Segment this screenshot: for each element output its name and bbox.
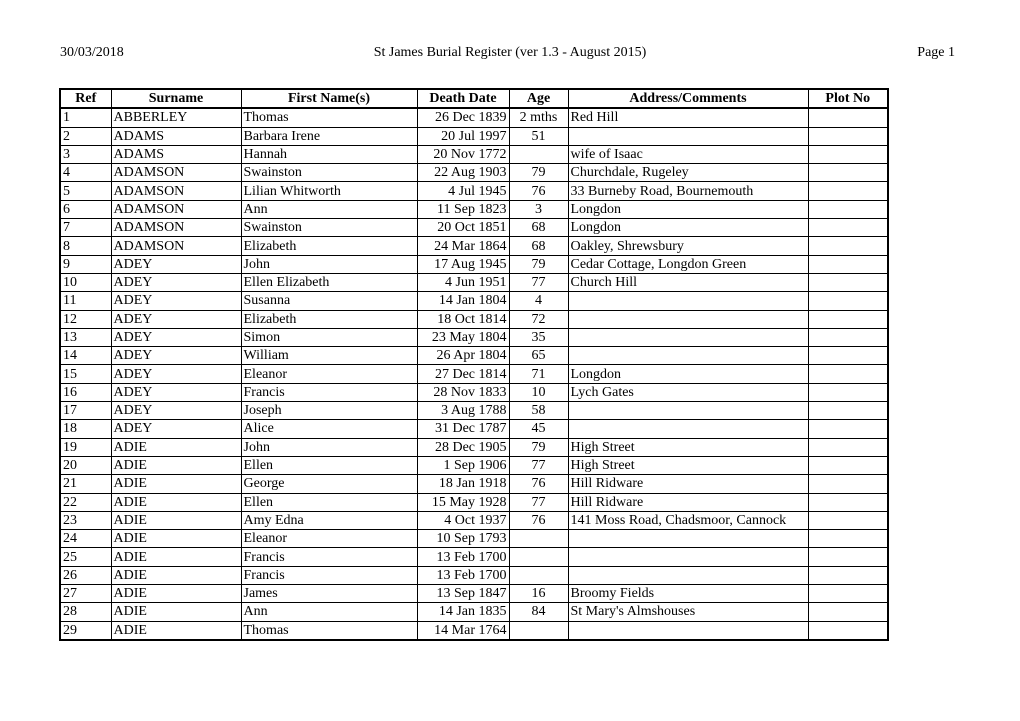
cell-surname: ADEY	[111, 310, 241, 328]
cell-death-date: 13 Feb 1700	[417, 548, 509, 566]
cell-plot	[808, 530, 888, 548]
table-row	[60, 621, 888, 640]
cell-surname: ADAMSON	[111, 164, 241, 182]
cell-ref: 13	[60, 328, 111, 346]
cell-plot	[808, 511, 888, 529]
cell-plot	[808, 456, 888, 474]
cell-ref: 9	[60, 255, 111, 273]
cell-death-date: 3 Aug 1788	[417, 402, 509, 420]
cell-ref: 4	[60, 164, 111, 182]
cell-first-names: Joseph	[241, 402, 417, 420]
cell-ref: 24	[60, 530, 111, 548]
cell-plot	[808, 585, 888, 603]
cell-death-date: 1 Sep 1906	[417, 456, 509, 474]
cell-first-names: Ellen	[241, 493, 417, 511]
cell-plot	[808, 219, 888, 237]
cell-death-date: 10 Sep 1793	[417, 530, 509, 548]
cell-ref: 27	[60, 585, 111, 603]
cell-first-names: Ann	[241, 200, 417, 218]
cell-death-date: 23 May 1804	[417, 328, 509, 346]
cell-death-date: 22 Aug 1903	[417, 164, 509, 182]
cell-plot	[808, 310, 888, 328]
cell-ref: 6	[60, 200, 111, 218]
col-header-plot: Plot No	[808, 89, 888, 108]
cell-ref: 20	[60, 456, 111, 474]
cell-plot	[808, 328, 888, 346]
cell-age: 65	[509, 347, 568, 365]
cell-surname: ADIE	[111, 530, 241, 548]
cell-age	[509, 548, 568, 566]
cell-plot	[808, 438, 888, 456]
cell-address	[568, 530, 808, 548]
cell-first-names: Ellen Elizabeth	[241, 273, 417, 291]
cell-address	[568, 566, 808, 584]
cell-age: 76	[509, 475, 568, 493]
burial-register-table	[59, 88, 889, 641]
cell-first-names: John	[241, 438, 417, 456]
cell-first-names: Eleanor	[241, 365, 417, 383]
col-header-first-names: First Name(s)	[241, 89, 417, 108]
cell-ref: 16	[60, 383, 111, 401]
cell-address: Longdon	[568, 200, 808, 218]
cell-plot	[808, 127, 888, 145]
cell-address: Longdon	[568, 365, 808, 383]
cell-address: 141 Moss Road, Chadsmoor, Cannock	[568, 511, 808, 529]
cell-surname: ADIE	[111, 603, 241, 621]
cell-surname: ADEY	[111, 365, 241, 383]
cell-plot	[808, 402, 888, 420]
document-title: St James Burial Register (ver 1.3 - August 2015)	[373, 45, 647, 60]
cell-address: 33 Burneby Road, Bournemouth	[568, 182, 808, 200]
cell-first-names: Amy Edna	[241, 511, 417, 529]
cell-age: 45	[509, 420, 568, 438]
cell-age: 68	[509, 219, 568, 237]
cell-death-date: 28 Dec 1905	[417, 438, 509, 456]
cell-address	[568, 292, 808, 310]
cell-surname: ADEY	[111, 402, 241, 420]
cell-death-date: 26 Apr 1804	[417, 347, 509, 365]
cell-plot	[808, 237, 888, 255]
table-row	[60, 273, 888, 291]
cell-plot	[808, 273, 888, 291]
cell-ref: 7	[60, 219, 111, 237]
cell-first-names: Simon	[241, 328, 417, 346]
cell-address	[568, 420, 808, 438]
cell-death-date: 20 Nov 1772	[417, 145, 509, 163]
cell-ref: 17	[60, 402, 111, 420]
cell-age: 76	[509, 182, 568, 200]
col-header-death-date: Death Date	[417, 89, 509, 108]
cell-age	[509, 530, 568, 548]
cell-address: Broomy Fields	[568, 585, 808, 603]
cell-plot	[808, 493, 888, 511]
cell-first-names: Alice	[241, 420, 417, 438]
cell-age: 58	[509, 402, 568, 420]
cell-surname: ADAMS	[111, 127, 241, 145]
cell-death-date: 14 Jan 1835	[417, 603, 509, 621]
cell-first-names: Thomas	[241, 108, 417, 127]
cell-age: 79	[509, 255, 568, 273]
table-row	[60, 108, 888, 127]
cell-surname: ADIE	[111, 566, 241, 584]
cell-first-names: Thomas	[241, 621, 417, 640]
cell-address	[568, 548, 808, 566]
cell-death-date: 4 Oct 1937	[417, 511, 509, 529]
cell-death-date: 26 Dec 1839	[417, 108, 509, 127]
table-row	[60, 603, 888, 621]
cell-death-date: 17 Aug 1945	[417, 255, 509, 273]
table-row	[60, 219, 888, 237]
cell-address: Oakley, Shrewsbury	[568, 237, 808, 255]
table-row	[60, 566, 888, 584]
cell-age: 72	[509, 310, 568, 328]
cell-plot	[808, 292, 888, 310]
cell-first-names: Elizabeth	[241, 237, 417, 255]
cell-ref: 14	[60, 347, 111, 365]
cell-surname: ADAMS	[111, 145, 241, 163]
cell-address: Red Hill	[568, 108, 808, 127]
cell-first-names: Susanna	[241, 292, 417, 310]
cell-surname: ADIE	[111, 475, 241, 493]
cell-death-date: 11 Sep 1823	[417, 200, 509, 218]
col-header-surname: Surname	[111, 89, 241, 108]
cell-plot	[808, 383, 888, 401]
cell-death-date: 27 Dec 1814	[417, 365, 509, 383]
cell-address: Church Hill	[568, 273, 808, 291]
table-row	[60, 456, 888, 474]
cell-surname: ADIE	[111, 438, 241, 456]
table-row	[60, 347, 888, 365]
cell-address	[568, 328, 808, 346]
cell-ref: 21	[60, 475, 111, 493]
table-row	[60, 310, 888, 328]
cell-ref: 23	[60, 511, 111, 529]
cell-ref: 28	[60, 603, 111, 621]
cell-surname: ADEY	[111, 292, 241, 310]
table-row	[60, 164, 888, 182]
cell-death-date: 20 Oct 1851	[417, 219, 509, 237]
cell-ref: 10	[60, 273, 111, 291]
cell-plot	[808, 200, 888, 218]
cell-death-date: 13 Feb 1700	[417, 566, 509, 584]
cell-age: 4	[509, 292, 568, 310]
cell-death-date: 18 Jan 1918	[417, 475, 509, 493]
cell-first-names: Hannah	[241, 145, 417, 163]
cell-ref: 11	[60, 292, 111, 310]
cell-death-date: 24 Mar 1864	[417, 237, 509, 255]
cell-age: 77	[509, 456, 568, 474]
cell-address: Hill Ridware	[568, 475, 808, 493]
table-row	[60, 420, 888, 438]
cell-address: Lych Gates	[568, 383, 808, 401]
cell-age: 16	[509, 585, 568, 603]
cell-address	[568, 402, 808, 420]
cell-surname: ADIE	[111, 456, 241, 474]
cell-address	[568, 621, 808, 640]
cell-age	[509, 566, 568, 584]
cell-age: 2 mths	[509, 108, 568, 127]
cell-death-date: 18 Oct 1814	[417, 310, 509, 328]
cell-address: High Street	[568, 438, 808, 456]
col-header-age: Age	[509, 89, 568, 108]
cell-age	[509, 145, 568, 163]
table-row	[60, 548, 888, 566]
cell-first-names: William	[241, 347, 417, 365]
cell-plot	[808, 603, 888, 621]
print-date: 30/03/2018	[60, 45, 124, 60]
table-row	[60, 402, 888, 420]
cell-plot	[808, 365, 888, 383]
cell-surname: ADEY	[111, 328, 241, 346]
table-row	[60, 530, 888, 548]
cell-death-date: 28 Nov 1833	[417, 383, 509, 401]
cell-age: 35	[509, 328, 568, 346]
cell-death-date: 4 Jun 1951	[417, 273, 509, 291]
cell-address	[568, 347, 808, 365]
cell-ref: 12	[60, 310, 111, 328]
cell-surname: ADAMSON	[111, 200, 241, 218]
cell-surname: ADIE	[111, 493, 241, 511]
cell-plot	[808, 145, 888, 163]
cell-death-date: 13 Sep 1847	[417, 585, 509, 603]
cell-ref: 29	[60, 621, 111, 640]
cell-first-names: Lilian Whitworth	[241, 182, 417, 200]
table-row	[60, 200, 888, 218]
cell-first-names: Francis	[241, 383, 417, 401]
cell-age: 77	[509, 273, 568, 291]
cell-age: 84	[509, 603, 568, 621]
col-header-address: Address/Comments	[568, 89, 808, 108]
cell-first-names: Ann	[241, 603, 417, 621]
cell-first-names: James	[241, 585, 417, 603]
cell-ref: 26	[60, 566, 111, 584]
cell-first-names: Ellen	[241, 456, 417, 474]
cell-plot	[808, 255, 888, 273]
cell-ref: 25	[60, 548, 111, 566]
cell-ref: 19	[60, 438, 111, 456]
table-row	[60, 383, 888, 401]
table-row	[60, 511, 888, 529]
cell-age: 68	[509, 237, 568, 255]
cell-address: Cedar Cottage, Longdon Green	[568, 255, 808, 273]
cell-surname: ADAMSON	[111, 237, 241, 255]
cell-death-date: 31 Dec 1787	[417, 420, 509, 438]
cell-surname: ADEY	[111, 420, 241, 438]
cell-age: 71	[509, 365, 568, 383]
table-row	[60, 182, 888, 200]
cell-surname: ADAMSON	[111, 219, 241, 237]
cell-age: 3	[509, 200, 568, 218]
col-header-ref: Ref	[60, 89, 111, 108]
table-row	[60, 255, 888, 273]
cell-ref: 2	[60, 127, 111, 145]
table-row	[60, 292, 888, 310]
table-row	[60, 438, 888, 456]
cell-surname: ADEY	[111, 383, 241, 401]
cell-first-names: Francis	[241, 548, 417, 566]
cell-address: wife of Isaac	[568, 145, 808, 163]
cell-plot	[808, 566, 888, 584]
cell-first-names: Eleanor	[241, 530, 417, 548]
cell-age: 79	[509, 164, 568, 182]
cell-address: Churchdale, Rugeley	[568, 164, 808, 182]
cell-surname: ADEY	[111, 255, 241, 273]
cell-address: High Street	[568, 456, 808, 474]
table-row	[60, 145, 888, 163]
cell-ref: 3	[60, 145, 111, 163]
cell-plot	[808, 182, 888, 200]
cell-death-date: 14 Jan 1804	[417, 292, 509, 310]
cell-surname: ADIE	[111, 621, 241, 640]
cell-ref: 22	[60, 493, 111, 511]
cell-first-names: Francis	[241, 566, 417, 584]
cell-first-names: Barbara Irene	[241, 127, 417, 145]
table-row	[60, 585, 888, 603]
cell-plot	[808, 621, 888, 640]
cell-address: St Mary's Almshouses	[568, 603, 808, 621]
cell-address	[568, 127, 808, 145]
page-number: Page 1	[917, 45, 955, 60]
cell-surname: ADIE	[111, 548, 241, 566]
cell-address	[568, 310, 808, 328]
cell-first-names: Elizabeth	[241, 310, 417, 328]
cell-death-date: 20 Jul 1997	[417, 127, 509, 145]
cell-surname: ADIE	[111, 511, 241, 529]
cell-age: 79	[509, 438, 568, 456]
cell-first-names: Swainston	[241, 164, 417, 182]
cell-first-names: George	[241, 475, 417, 493]
cell-ref: 15	[60, 365, 111, 383]
cell-plot	[808, 475, 888, 493]
cell-age	[509, 621, 568, 640]
cell-first-names: John	[241, 255, 417, 273]
cell-death-date: 4 Jul 1945	[417, 182, 509, 200]
cell-age: 10	[509, 383, 568, 401]
cell-plot	[808, 548, 888, 566]
cell-surname: ABBERLEY	[111, 108, 241, 127]
cell-age: 51	[509, 127, 568, 145]
table-row	[60, 475, 888, 493]
cell-surname: ADAMSON	[111, 182, 241, 200]
cell-age: 77	[509, 493, 568, 511]
cell-ref: 18	[60, 420, 111, 438]
table-row	[60, 328, 888, 346]
cell-plot	[808, 347, 888, 365]
cell-ref: 1	[60, 108, 111, 127]
table-header-row	[60, 89, 888, 108]
table-row	[60, 237, 888, 255]
cell-surname: ADEY	[111, 347, 241, 365]
cell-age: 76	[509, 511, 568, 529]
cell-ref: 5	[60, 182, 111, 200]
cell-plot	[808, 420, 888, 438]
cell-ref: 8	[60, 237, 111, 255]
cell-surname: ADEY	[111, 273, 241, 291]
cell-surname: ADIE	[111, 585, 241, 603]
cell-plot	[808, 164, 888, 182]
table-row	[60, 365, 888, 383]
cell-address: Hill Ridware	[568, 493, 808, 511]
cell-first-names: Swainston	[241, 219, 417, 237]
table-row	[60, 493, 888, 511]
cell-death-date: 15 May 1928	[417, 493, 509, 511]
cell-address: Longdon	[568, 219, 808, 237]
cell-plot	[808, 108, 888, 127]
table-row	[60, 127, 888, 145]
cell-death-date: 14 Mar 1764	[417, 621, 509, 640]
